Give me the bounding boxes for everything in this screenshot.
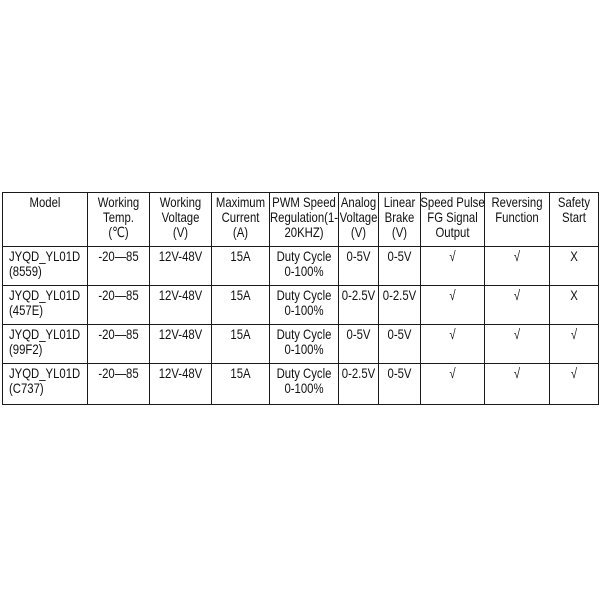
cell-safety-start xyxy=(550,286,599,325)
cell-model xyxy=(3,247,88,286)
header-label: Maximum Current (A) xyxy=(215,194,266,240)
table-row xyxy=(3,364,599,405)
cell-text: √ xyxy=(449,248,456,264)
header-label: Linear Brake (V) xyxy=(383,194,416,240)
cell-text: -20—85 xyxy=(98,287,139,303)
cell-text: 0-2.5V xyxy=(341,287,376,303)
cell-linear-brake xyxy=(379,364,421,405)
cell-maximum-current xyxy=(212,286,270,325)
header-reversing-function xyxy=(485,193,550,247)
cell-text: Duty Cycle 0-100% xyxy=(276,326,332,357)
cell-maximum-current xyxy=(212,364,270,405)
cell-text: 0-5V xyxy=(346,248,371,264)
cell-text: 0-2.5V xyxy=(382,287,417,303)
header-label: Safety Start xyxy=(557,194,591,225)
cell-analog-voltage xyxy=(339,286,379,325)
cell-analog-voltage xyxy=(339,364,379,405)
cell-reversing-function xyxy=(485,286,550,325)
cell-text: Duty Cycle 0-100% xyxy=(276,287,332,318)
header-maximum-current xyxy=(212,193,270,247)
cell-speed-pulse-output xyxy=(421,325,485,364)
cell-analog-voltage xyxy=(339,247,379,286)
header-model xyxy=(3,193,88,247)
header-label: Model xyxy=(29,194,61,210)
cell-linear-brake xyxy=(379,325,421,364)
header-label: Working Temp. (℃) xyxy=(97,194,140,240)
cell-text: 0-5V xyxy=(346,326,371,342)
cell-model xyxy=(3,286,88,325)
cell-text: 15A xyxy=(230,326,251,342)
header-label: Reversing Function xyxy=(491,194,543,225)
header-analog-voltage xyxy=(339,193,379,247)
cell-speed-pulse-output xyxy=(421,286,485,325)
cell-working-temp xyxy=(88,247,150,286)
cell-text: √ xyxy=(513,248,521,264)
header-safety-start xyxy=(550,193,599,247)
cell-working-voltage xyxy=(150,286,212,325)
cell-text: 15A xyxy=(230,248,251,264)
cell-text: 15A xyxy=(230,365,251,381)
cell-pwm-speed-regulation xyxy=(270,247,339,286)
cell-safety-start xyxy=(550,247,599,286)
cell-text: 0-5V xyxy=(387,365,412,381)
table-row xyxy=(3,247,599,286)
header-row xyxy=(3,193,599,247)
cell-working-temp xyxy=(88,325,150,364)
header-working-temp xyxy=(88,193,150,247)
cell-pwm-speed-regulation xyxy=(270,325,339,364)
cell-text: JYQD_YL01D (C737) xyxy=(9,365,81,396)
cell-text: √ xyxy=(513,287,521,303)
header-label: Speed Pulse FG Signal Output xyxy=(420,194,485,240)
cell-text: Duty Cycle 0-100% xyxy=(276,365,332,396)
table-row xyxy=(3,286,599,325)
cell-text: 0-5V xyxy=(387,248,412,264)
cell-text: X xyxy=(570,248,578,264)
cell-text: 12V-48V xyxy=(158,365,203,381)
cell-text: √ xyxy=(570,365,578,381)
cell-text: -20—85 xyxy=(98,326,139,342)
cell-working-voltage xyxy=(150,247,212,286)
cell-text: -20—85 xyxy=(98,365,139,381)
cell-maximum-current xyxy=(212,325,270,364)
cell-pwm-speed-regulation xyxy=(270,286,339,325)
header-pwm-speed-regulation xyxy=(270,193,339,247)
header-linear-brake xyxy=(379,193,421,247)
cell-text: JYQD_YL01D (8559) xyxy=(9,248,81,279)
cell-text: √ xyxy=(449,365,456,381)
cell-text: 12V-48V xyxy=(158,248,203,264)
header-label: Analog Voltage (V) xyxy=(339,194,378,240)
cell-text: √ xyxy=(449,326,456,342)
table-row xyxy=(3,325,599,364)
cell-safety-start xyxy=(550,364,599,405)
cell-working-temp xyxy=(88,364,150,405)
header-label: Working Voltage (V) xyxy=(159,194,202,240)
cell-text: -20—85 xyxy=(98,248,139,264)
cell-reversing-function xyxy=(485,364,550,405)
cell-linear-brake xyxy=(379,247,421,286)
cell-text: 12V-48V xyxy=(158,287,203,303)
cell-speed-pulse-output xyxy=(421,247,485,286)
cell-model xyxy=(3,325,88,364)
cell-analog-voltage xyxy=(339,325,379,364)
cell-text: Duty Cycle 0-100% xyxy=(276,248,332,279)
cell-text: √ xyxy=(449,287,456,303)
header-speed-pulse-fg-signal-output xyxy=(421,193,485,247)
cell-text: √ xyxy=(570,326,578,342)
header-label: PWM Speed Regulation(1- 20KHZ) xyxy=(269,194,339,240)
cell-speed-pulse-output xyxy=(421,364,485,405)
cell-working-temp xyxy=(88,286,150,325)
cell-linear-brake xyxy=(379,286,421,325)
header-working-voltage xyxy=(150,193,212,247)
cell-text: 0-5V xyxy=(387,326,412,342)
cell-text: JYQD_YL01D (457E) xyxy=(9,287,81,318)
cell-reversing-function xyxy=(485,247,550,286)
cell-text: 12V-48V xyxy=(158,326,203,342)
cell-text: 0-2.5V xyxy=(341,365,376,381)
cell-working-voltage xyxy=(150,325,212,364)
cell-text: 15A xyxy=(230,287,251,303)
cell-pwm-speed-regulation xyxy=(270,364,339,405)
cell-reversing-function xyxy=(485,325,550,364)
cell-model xyxy=(3,364,88,405)
cell-maximum-current xyxy=(212,247,270,286)
spec-table xyxy=(2,192,599,405)
cell-working-voltage xyxy=(150,364,212,405)
cell-safety-start xyxy=(550,325,599,364)
cell-text: X xyxy=(570,287,578,303)
cell-text: √ xyxy=(513,326,521,342)
cell-text: JYQD_YL01D (99F2) xyxy=(9,326,81,357)
cell-text: √ xyxy=(513,365,521,381)
